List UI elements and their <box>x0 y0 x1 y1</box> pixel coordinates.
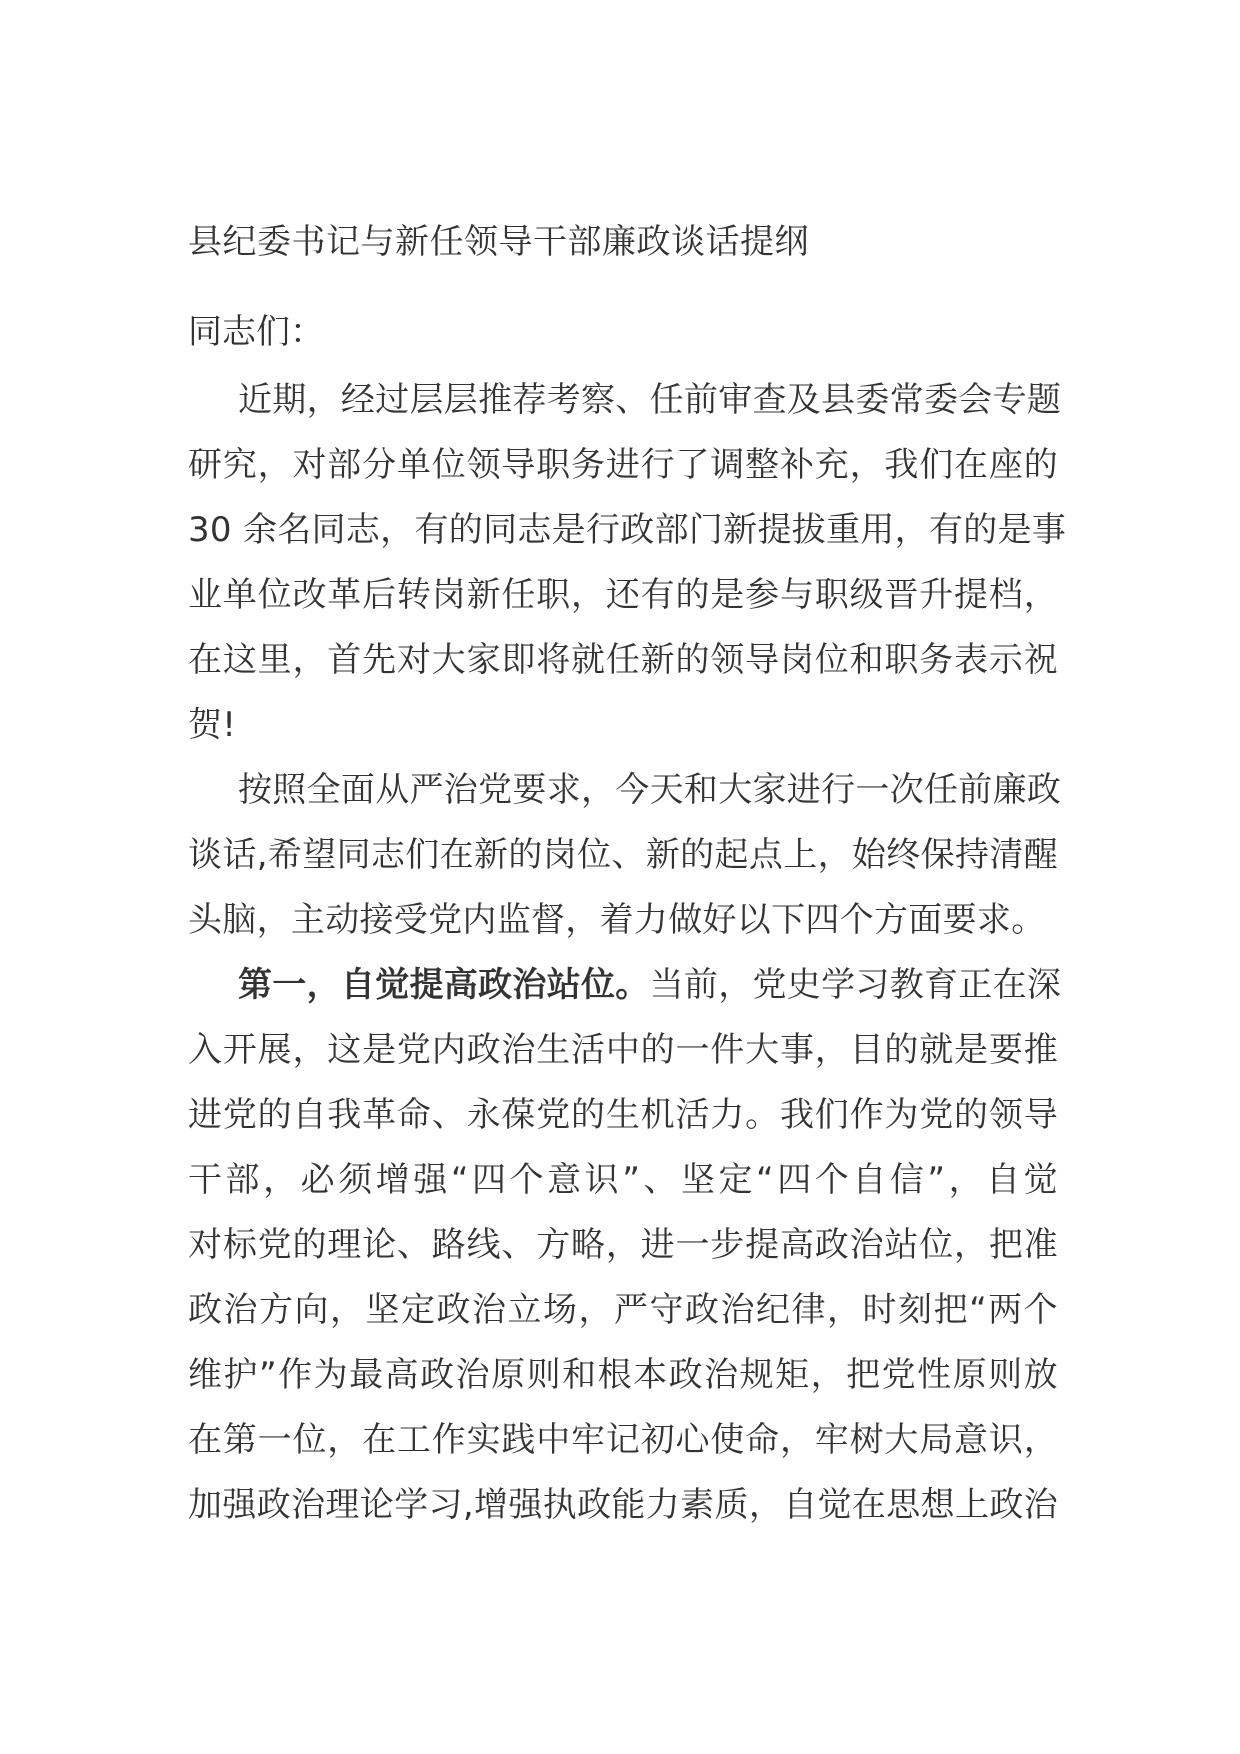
document-title: 县纪委书记与新任领导干部廉政谈话提纲 <box>188 222 809 262</box>
paragraph-line: 进党的自我革命、永葆党的生机活力。我们作为党的领导 <box>188 1095 1058 1135</box>
section-heading: 第一，自觉提高政治站位。 <box>238 965 650 1005</box>
document-body <box>188 368 1067 1538</box>
paragraph-line: 贺! <box>188 705 237 745</box>
paragraph-line: 在第一位，在工作实践中牢记初心使命，牢树大局意识， <box>188 1420 1058 1460</box>
paragraph-line: 近期，经过层层推荐考察、任前审查及县委常委会专题 <box>238 380 1062 420</box>
paragraph-line: 政治方向，坚定政治立场，严守政治纪律，时刻把“两个 <box>188 1290 1058 1330</box>
paragraph-line: 入开展，这是党内政治生活中的一件大事，目的就是要推 <box>188 1030 1058 1070</box>
paragraph-line: 在这里，首先对大家即将就任新的领导岗位和职务表示祝 <box>188 640 1058 680</box>
paragraph-line: 干部，必须增强“四个意识”、坚定“四个自信”，自觉 <box>188 1160 1058 1200</box>
paragraph-line: 加强政治理论学习,增强执政能力素质，自觉在思想上政治 <box>188 1485 1058 1525</box>
paragraph-2 <box>188 758 1062 953</box>
paragraph-1 <box>188 368 1067 758</box>
paragraph-line-rest: 当前，党史学习教育正在深 <box>649 965 1062 1005</box>
paragraph-3 <box>188 953 1062 1538</box>
paragraph-line: 对标党的理论、路线、方略，进一步提高政治站位，把准 <box>188 1225 1058 1265</box>
paragraph-line: 维护”作为最高政治原则和根本政治规矩，把党性原则放 <box>188 1355 1058 1395</box>
paragraph-line: 业单位改革后转岗新任职，还有的是参与职级晋升提档， <box>188 575 1058 615</box>
paragraph-line: 谈话,希望同志们在新的岗位、新的起点上，始终保持清醒 <box>188 835 1058 875</box>
greeting: 同志们： <box>188 312 324 352</box>
paragraph-first-line <box>188 953 1062 1018</box>
paragraph-line: 30 余名同志，有的同志是行政部门新提拔重用，有的是事 <box>188 510 1067 550</box>
paragraph-line: 按照全面从严治党要求，今天和大家进行一次任前廉政 <box>238 770 1062 810</box>
paragraph-line: 头脑，主动接受党内监督，着力做好以下四个方面要求。 <box>188 900 1046 940</box>
paragraph-line: 研究，对部分单位领导职务进行了调整补充，我们在座的 <box>188 445 1058 485</box>
